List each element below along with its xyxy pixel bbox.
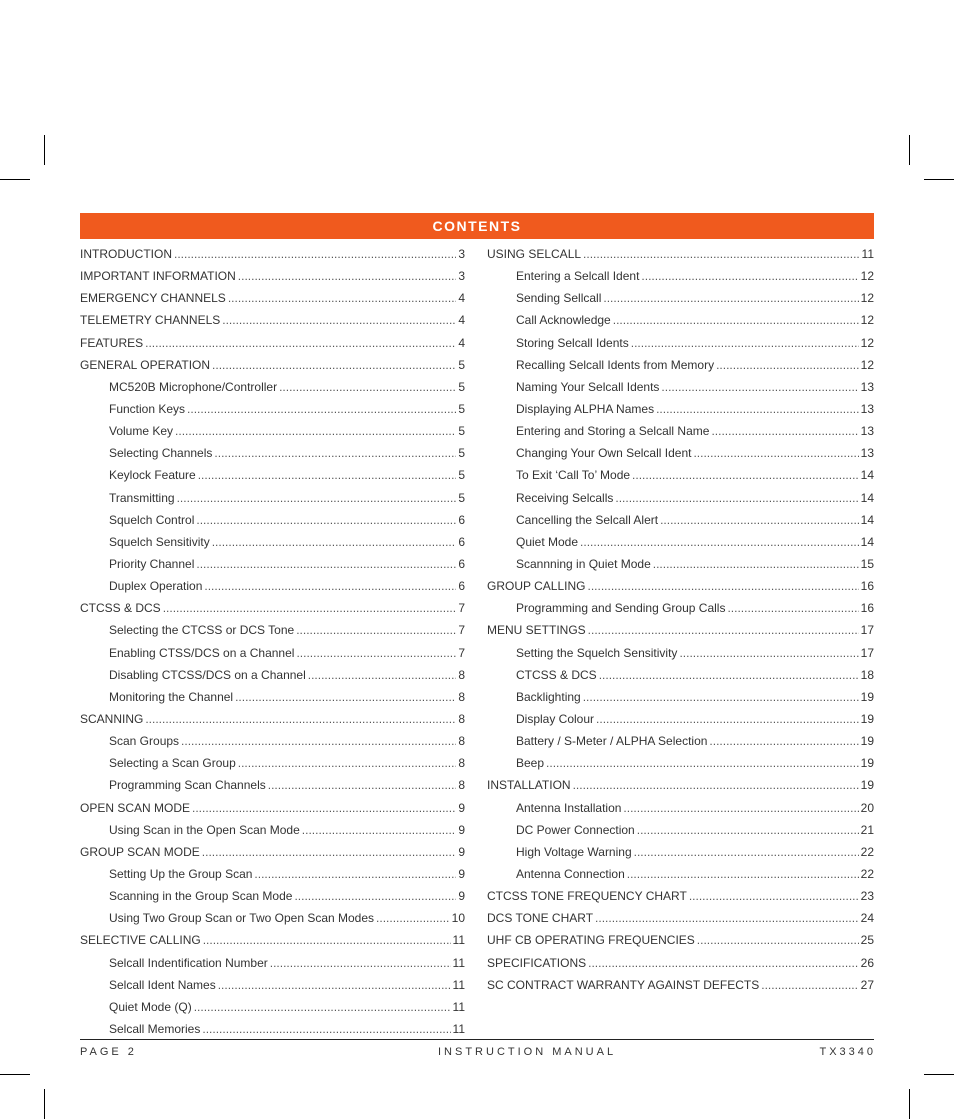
dot-leader [587, 575, 858, 597]
toc-entry-label: CTCSS TONE FREQUENCY CHART [487, 889, 687, 904]
dot-leader [187, 398, 456, 420]
toc-entry[interactable] [80, 974, 465, 996]
toc-entry-page: 8 [458, 667, 465, 682]
toc-entry-label: Using Scan in the Open Scan Mode [109, 822, 300, 837]
toc-entry-page: 9 [458, 844, 465, 859]
toc-entry-page: 13 [860, 401, 874, 416]
toc-entry-label: TELEMETRY CHANNELS [80, 313, 221, 328]
toc-entry-page: 19 [860, 689, 874, 704]
toc-entry[interactable] [80, 265, 465, 287]
toc-entry-label: GENERAL OPERATION [80, 357, 211, 372]
toc-entry-label: Quiet Mode (Q) [109, 999, 192, 1014]
toc-entry-label: Scannning in Quiet Mode [516, 556, 651, 571]
dot-leader [661, 376, 858, 398]
dot-leader [270, 952, 451, 974]
toc-entry-label: Cancelling the Selcall Alert [516, 512, 659, 527]
toc-entry-label: Priority Channel [109, 556, 195, 571]
toc-entry-label: Function Keys [109, 401, 186, 416]
dot-leader [656, 398, 859, 420]
toc-entry-page: 19 [860, 778, 874, 793]
dot-leader [727, 597, 858, 619]
toc-entry[interactable] [487, 907, 874, 929]
toc-entry-page: 12 [860, 313, 874, 328]
toc-entry-page: 7 [458, 645, 465, 660]
dot-leader [228, 287, 457, 309]
dot-leader [761, 974, 858, 996]
crop-mark [44, 1089, 45, 1119]
toc-entry[interactable] [80, 619, 465, 641]
toc-entry[interactable] [80, 774, 465, 796]
crop-mark [0, 1074, 30, 1075]
toc-entry[interactable] [487, 974, 874, 996]
toc-entry[interactable] [487, 420, 874, 442]
toc-entry[interactable] [80, 996, 465, 1018]
toc-entry-page: 19 [860, 756, 874, 771]
toc-entry-label: Antenna Connection [516, 866, 625, 881]
dot-leader [573, 774, 859, 796]
toc-entry-label: MENU SETTINGS [487, 623, 586, 638]
crop-mark [924, 1074, 954, 1075]
toc-entry-page: 26 [860, 955, 874, 970]
toc-entry-label: Squelch Control [109, 512, 195, 527]
dot-leader [222, 309, 456, 331]
toc-entry-page: 7 [458, 623, 465, 638]
toc-entry-page: 11 [452, 933, 465, 948]
toc-entry[interactable] [80, 354, 465, 376]
toc-entry-page: 25 [860, 933, 874, 948]
dot-leader [689, 885, 859, 907]
dot-leader [203, 929, 451, 951]
toc-entry-label: Entering and Storing a Selcall Name [516, 424, 710, 439]
toc-entry-label: Selecting Channels [109, 446, 213, 461]
toc-entry-label: Selecting a Scan Group [109, 756, 236, 771]
toc-entry-label: Receiving Selcalls [516, 490, 614, 505]
dot-leader [615, 487, 858, 509]
toc-entry[interactable] [487, 487, 874, 509]
toc-entry[interactable] [487, 597, 874, 619]
dot-leader [653, 553, 859, 575]
toc-entry-page: 11 [452, 977, 465, 992]
toc-entry-label: Call Acknowledge [516, 313, 611, 328]
toc-entry[interactable] [80, 642, 465, 664]
toc-entry-page: 6 [458, 512, 465, 527]
toc-entry-label: High Voltage Warning [516, 844, 632, 859]
toc-entry-label: Setting Up the Group Scan [109, 866, 253, 881]
dot-leader [204, 575, 456, 597]
dot-leader [631, 332, 859, 354]
dot-leader [641, 265, 858, 287]
toc-entry-label: Selcall Indentification Number [109, 955, 268, 970]
crop-mark [0, 179, 30, 180]
toc-entry[interactable] [487, 376, 874, 398]
toc-entry-page: 8 [458, 689, 465, 704]
toc-entry[interactable] [80, 686, 465, 708]
toc-entry-page: 3 [458, 269, 465, 284]
toc-entry[interactable] [487, 730, 874, 752]
dot-leader [174, 243, 456, 265]
crop-mark [44, 135, 45, 165]
toc-entry-page: 11 [861, 247, 874, 261]
toc-entry-label: Keylock Feature [109, 468, 196, 483]
toc-entry-page: 7 [458, 601, 465, 616]
dot-leader [279, 376, 456, 398]
toc-entry-label: GROUP CALLING [487, 579, 586, 594]
toc-entry-label: Entering a Selcall Ident [516, 269, 640, 284]
toc-entry-page: 4 [458, 313, 465, 328]
dot-leader [693, 442, 858, 464]
toc-entry-page: 27 [860, 977, 874, 992]
dot-leader [194, 996, 451, 1018]
dot-leader [627, 863, 859, 885]
toc-entry-label: UHF CB OPERATING FREQUENCIES [487, 933, 695, 948]
toc-entry-page: 6 [458, 534, 465, 549]
toc-entry[interactable] [80, 797, 465, 819]
toc-entry[interactable] [80, 487, 465, 509]
toc-entry-label: Backlighting [516, 689, 581, 704]
toc-entry-page: 9 [458, 889, 465, 904]
toc-entry[interactable] [487, 398, 874, 420]
toc-entry-page: 21 [860, 822, 874, 837]
toc-entry-label: OPEN SCAN MODE [80, 800, 191, 815]
toc-entry[interactable] [80, 597, 465, 619]
toc-entry-page: 11 [452, 999, 465, 1014]
toc-entry[interactable] [487, 619, 874, 641]
dot-leader [637, 819, 859, 841]
toc-entry[interactable] [487, 863, 874, 885]
toc-entry[interactable] [80, 287, 465, 309]
toc-entry[interactable] [80, 420, 465, 442]
contents-header [80, 213, 874, 239]
dot-leader [196, 553, 456, 575]
toc-entry-page: 9 [458, 822, 465, 837]
toc-entry-label: Selcall Memories [109, 1021, 201, 1036]
toc-entry-page: 14 [860, 512, 874, 527]
toc-entry-page: 4 [458, 335, 465, 350]
toc-entry-page: 9 [458, 866, 465, 881]
toc-entry-page: 5 [458, 357, 465, 372]
toc-entry-label: Changing Your Own Selcall Ident [516, 446, 692, 461]
toc-entry-page: 16 [860, 579, 874, 594]
toc-entry[interactable] [80, 376, 465, 398]
dot-leader [583, 243, 859, 265]
toc-entry-label: Naming Your Selcall Idents [516, 379, 660, 394]
toc-entry[interactable] [80, 885, 465, 907]
dot-leader [254, 863, 456, 885]
dot-leader [599, 664, 859, 686]
toc-entry-label: Selcall Ident Names [109, 977, 216, 992]
contents-title: CONTENTS [432, 218, 522, 234]
toc-entry-page: 8 [458, 756, 465, 771]
dot-leader [302, 819, 457, 841]
toc-entry-page: 22 [860, 844, 874, 859]
toc-entry[interactable] [487, 265, 874, 287]
dot-leader [679, 642, 858, 664]
toc-entry[interactable] [487, 885, 874, 907]
toc-entry-label: Disabling CTCSS/DCS on a Channel [109, 667, 306, 682]
toc-entry-page: 5 [458, 490, 465, 505]
toc-entry-page: 11 [452, 955, 465, 970]
toc-entry-page: 12 [860, 335, 874, 350]
dot-leader [709, 730, 858, 752]
toc-entry-label: Setting the Squelch Sensitivity [516, 645, 678, 660]
toc-right-column [487, 243, 874, 996]
dot-leader [716, 354, 859, 376]
footer-manual-title: INSTRUCTION MANUAL [438, 1046, 617, 1058]
toc-entry[interactable] [487, 819, 874, 841]
dot-leader [623, 797, 858, 819]
toc-entry-label: USING SELCALL [487, 247, 582, 261]
toc-entry[interactable] [80, 309, 465, 331]
toc-entry-label: INTRODUCTION [80, 247, 172, 261]
toc-entry-label: DCS TONE CHART [487, 911, 594, 926]
toc-entry[interactable] [80, 332, 465, 354]
toc-entry-page: 12 [860, 269, 874, 284]
toc-entry[interactable] [487, 752, 874, 774]
toc-entry[interactable] [487, 774, 874, 796]
toc-entry-page: 19 [860, 734, 874, 749]
dot-leader [202, 1018, 450, 1040]
dot-leader [145, 708, 456, 730]
dot-leader [294, 885, 456, 907]
toc-entry[interactable] [80, 553, 465, 575]
toc-entry[interactable] [487, 664, 874, 686]
toc-entry-label: Selecting the CTCSS or DCS Tone [109, 623, 295, 638]
toc-entry-page: 16 [860, 601, 874, 616]
dot-leader [711, 420, 858, 442]
toc-entry-page: 13 [860, 446, 874, 461]
toc-entry-page: 8 [458, 711, 465, 726]
footer-rule [80, 1039, 874, 1040]
toc-entry-label: Programming and Sending Group Calls [516, 601, 726, 616]
toc-entry-label: Recalling Selcall Idents from Memory [516, 357, 715, 372]
dot-leader [175, 420, 456, 442]
toc-entry-label: Monitoring the Channel [109, 689, 234, 704]
dot-leader [697, 929, 859, 951]
toc-entry-page: 5 [458, 468, 465, 483]
toc-entry[interactable] [487, 686, 874, 708]
toc-entry-page: 8 [458, 734, 465, 749]
toc-entry[interactable] [80, 819, 465, 841]
dot-leader [296, 642, 456, 664]
toc-entry-page: 9 [458, 800, 465, 815]
toc-entry-label: Programming Scan Channels [109, 778, 266, 793]
toc-entry-page: 14 [860, 490, 874, 505]
toc-entry-label: GROUP SCAN MODE [80, 844, 200, 859]
toc-entry-page: 4 [458, 291, 465, 306]
toc-entry[interactable] [487, 841, 874, 863]
toc-entry-label: SELECTIVE CALLING [80, 933, 201, 948]
toc-entry[interactable] [487, 442, 874, 464]
toc-entry-page: 18 [860, 667, 874, 682]
toc-entry-page: 17 [860, 645, 874, 660]
toc-entry[interactable] [80, 929, 465, 951]
crop-mark [909, 135, 910, 165]
toc-entry[interactable] [80, 863, 465, 885]
toc-entry-page: 13 [860, 424, 874, 439]
dot-leader [268, 774, 457, 796]
dot-leader [596, 708, 859, 730]
toc-entry-label: EMERGENCY CHANNELS [80, 291, 226, 306]
dot-leader [163, 597, 457, 619]
toc-entry[interactable] [487, 464, 874, 486]
toc-entry[interactable] [80, 243, 465, 265]
toc-entry-page: 8 [458, 778, 465, 793]
dot-leader [296, 619, 456, 641]
toc-entry[interactable] [80, 664, 465, 686]
dot-leader [634, 841, 859, 863]
toc-entry[interactable] [80, 907, 465, 929]
toc-entry-label: Enabling CTSS/DCS on a Channel [109, 645, 295, 660]
dot-leader [145, 332, 456, 354]
toc-entry-label: INSTALLATION [487, 778, 571, 793]
toc-entry-label: Storing Selcall Idents [516, 335, 629, 350]
dot-leader [212, 531, 457, 553]
toc-entry-label: Duplex Operation [109, 579, 203, 594]
toc-entry[interactable] [80, 952, 465, 974]
toc-entry[interactable] [80, 841, 465, 863]
toc-entry-label: Squelch Sensitivity [109, 534, 210, 549]
toc-entry-page: 12 [860, 291, 874, 306]
toc-entry-page: 15 [860, 556, 874, 571]
toc-entry-page: 5 [458, 424, 465, 439]
toc-entry[interactable] [487, 929, 874, 951]
toc-entry-label: Display Colour [516, 711, 595, 726]
toc-entry[interactable] [80, 464, 465, 486]
dot-leader [177, 487, 457, 509]
toc-entry[interactable] [487, 243, 874, 265]
dot-leader [218, 974, 451, 996]
dot-leader [196, 509, 456, 531]
dot-leader [376, 907, 450, 929]
toc-entry-label: Scan Groups [109, 734, 180, 749]
toc-entry-label: Scanning in the Group Scan Mode [109, 889, 293, 904]
dot-leader [588, 952, 859, 974]
toc-entry-label: To Exit ‘Call To’ Mode [516, 468, 631, 483]
toc-entry-label: CTCSS & DCS [80, 601, 161, 616]
toc-entry-label: MC520B Microphone/Controller [109, 379, 278, 394]
toc-entry-page: 6 [458, 556, 465, 571]
toc-entry[interactable] [487, 797, 874, 819]
toc-entry-label: Displaying ALPHA Names [516, 401, 655, 416]
dot-leader [214, 442, 456, 464]
toc-entry-page: 5 [458, 401, 465, 416]
toc-entry[interactable] [487, 531, 874, 553]
toc-entry-label: Using Two Group Scan or Two Open Scan Modes [109, 911, 375, 926]
crop-mark [924, 179, 954, 180]
toc-entry[interactable] [487, 309, 874, 331]
toc-entry[interactable] [487, 642, 874, 664]
dot-leader [583, 686, 859, 708]
toc-entry[interactable] [487, 708, 874, 730]
toc-entry-page: 14 [860, 468, 874, 483]
toc-entry-label: IMPORTANT INFORMATION [80, 269, 236, 284]
toc-entry-page: 13 [860, 379, 874, 394]
toc-entry-page: 10 [451, 911, 465, 926]
dot-leader [192, 797, 456, 819]
toc-entry-page: 20 [860, 800, 874, 815]
toc-entry[interactable] [487, 287, 874, 309]
dot-leader [235, 686, 456, 708]
dot-leader [238, 752, 457, 774]
toc-entry[interactable] [80, 531, 465, 553]
toc-entry-label: Transmitting [109, 490, 175, 505]
toc-entry-label: Antenna Installation [516, 800, 622, 815]
toc-entry-page: 12 [860, 357, 874, 372]
toc-entry[interactable] [487, 553, 874, 575]
toc-entry-label: SCANNING [80, 711, 144, 726]
toc-entry-label: FEATURES [80, 335, 144, 350]
crop-mark [909, 1089, 910, 1119]
toc-entry-label: SPECIFICATIONS [487, 955, 587, 970]
toc-entry-page: 5 [458, 379, 465, 394]
dot-leader [588, 619, 859, 641]
toc-entry-page: 14 [860, 534, 874, 549]
dot-leader [238, 265, 457, 287]
toc-entry-label: Volume Key [109, 424, 174, 439]
toc-entry[interactable] [80, 752, 465, 774]
toc-entry-page: 24 [860, 911, 874, 926]
toc-entry[interactable] [80, 509, 465, 531]
toc-entry[interactable] [80, 398, 465, 420]
dot-leader [546, 752, 859, 774]
footer-page-label: PAGE 2 [80, 1046, 137, 1058]
toc-entry-label: DC Power Connection [516, 822, 635, 837]
toc-entry-label: SC CONTRACT WARRANTY AGAINST DEFECTS [487, 977, 760, 992]
toc-entry-page: 11 [452, 1021, 465, 1036]
toc-entry[interactable] [80, 442, 465, 464]
toc-entry-page: 5 [458, 446, 465, 461]
toc-entry-page: 23 [860, 889, 874, 904]
toc-entry[interactable] [80, 1018, 465, 1040]
toc-entry[interactable] [80, 575, 465, 597]
toc-entry-page: 6 [458, 579, 465, 594]
footer-model: TX3340 [819, 1046, 876, 1058]
dot-leader [660, 509, 859, 531]
toc-entry-label: Battery / S-Meter / ALPHA Selection [516, 734, 708, 749]
dot-leader [603, 287, 858, 309]
toc-entry[interactable] [487, 509, 874, 531]
toc-entry-label: Sending Sellcall [516, 291, 602, 306]
dot-leader [181, 730, 456, 752]
toc-entry-label: Beep [516, 756, 545, 771]
toc-entry[interactable] [487, 952, 874, 974]
dot-leader [595, 907, 859, 929]
dot-leader [212, 354, 456, 376]
toc-entry-page: 17 [860, 623, 874, 638]
toc-entry[interactable] [487, 354, 874, 376]
toc-entry-page: 22 [860, 866, 874, 881]
dot-leader [632, 464, 859, 486]
toc-entry-page: 3 [458, 247, 465, 261]
dot-leader [308, 664, 457, 686]
toc-entry[interactable] [80, 730, 465, 752]
dot-leader [198, 464, 457, 486]
toc-left-column [80, 243, 465, 1040]
toc-entry[interactable] [80, 708, 465, 730]
dot-leader [580, 531, 859, 553]
toc-entry-page: 19 [860, 711, 874, 726]
dot-leader [202, 841, 457, 863]
toc-entry-label: Quiet Mode [516, 534, 579, 549]
toc-entry[interactable] [487, 575, 874, 597]
dot-leader [613, 309, 859, 331]
toc-entry[interactable] [487, 332, 874, 354]
toc-entry-label: CTCSS & DCS [516, 667, 597, 682]
